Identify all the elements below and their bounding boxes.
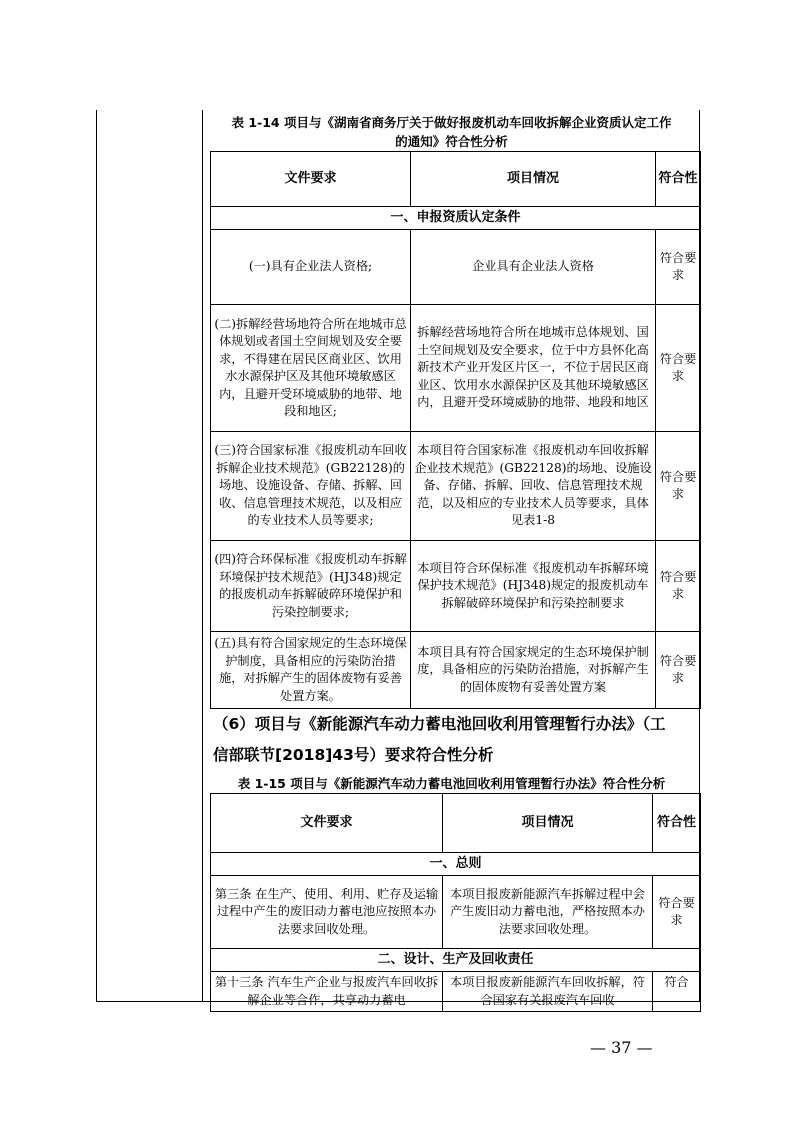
row-conform: 符合要求	[656, 230, 701, 305]
table-row	[211, 632, 701, 709]
table14-header	[211, 152, 701, 207]
row-req: (一)具有企业法人资格;	[211, 230, 411, 305]
header-req: 文件要求	[211, 152, 411, 207]
row-req: (四)符合环保标准《报废机动车拆解环境保护技术规范》(HJ348)规定的报废机动车拆解破碎环境保护和污染控制要求;	[211, 541, 411, 632]
row-req: 第十三条 汽车生产企业与报废汽车回收拆解企业等合作，共享动力蓄电	[211, 972, 443, 1012]
table14	[210, 151, 701, 709]
row-situation: 本项目符合国家标准《报废机动车回收拆解企业技术规范》(GB22128)的场地、设施设备、存储、拆解、回收、信息管理技术规范，以及相应的专业技术人员等要求，具体见表1-8	[411, 432, 656, 541]
page-number: — 37 —	[590, 1038, 653, 1057]
table-row	[211, 432, 701, 541]
table-row	[211, 876, 701, 949]
row-situation: 企业具有企业法人资格	[411, 230, 656, 305]
row-conform: 符合要求	[656, 432, 701, 541]
header-conform: 符合性	[653, 794, 701, 853]
header-situation: 项目情况	[411, 152, 656, 207]
main-content	[203, 110, 700, 1012]
table15-section2: 二、设计、生产及回收责任	[211, 949, 701, 972]
table15-section1: 一、总则	[211, 853, 701, 876]
row-conform: 符合要求	[656, 541, 701, 632]
row-situation: 本项目报废新能源汽车拆解过程中会产生废旧动力蓄电池，严格按照本办法要求回收处理。	[443, 876, 653, 949]
table-row	[211, 541, 701, 632]
table14-caption	[203, 110, 700, 151]
row-req: (三)符合国家标准《报废机动车回收拆解企业技术规范》(GB22128)的场地、设施设备、存储、拆解、回收、信息管理技术规范，以及相应的专业技术人员等要求;	[211, 432, 411, 541]
heading6-line2: 信部联节[2018]43号）要求符合性分析	[213, 746, 494, 764]
table15-caption: 表 1-15 项目与《新能源汽车动力蓄电池回收利用管理暂行办法》符合性分析	[237, 776, 666, 791]
header-req: 文件要求	[211, 794, 443, 853]
row-situation: 本项目符合环保标准《报废机动车拆解环境保护技术规范》(HJ348)规定的报废机动车拆解破碎环境保护和污染控制要求	[411, 541, 656, 632]
row-situation: 本项目具有符合国家规定的生态环境保护制度，具备相应的污染防治措施，对拆解产生的固体废物有妥善处置方案	[411, 632, 656, 709]
table14-section1: 一、申报资质认定条件	[211, 207, 701, 230]
row-conform: 符合	[653, 972, 701, 1012]
table15-header	[211, 794, 701, 853]
row-req: (二)拆解经营场地符合所在地城市总体规划或者国土空间规划及安全要求，不得建在居民区商业区、饮用水水源保护区及其他环境敏感区内，且避开受环境威胁的地带、地段和地区;	[211, 305, 411, 432]
table14-caption-line1: 表 1-14 项目与《湖南省商务厅关于做好报废机动车回收拆解企业资质认定工作	[231, 115, 672, 130]
row-situation: 本项目报废新能源汽车回收拆解，符合国家有关报废汽车回收	[443, 972, 653, 1012]
table15	[210, 793, 701, 1012]
row-conform: 符合要求	[653, 876, 701, 949]
table14-caption-line2: 的通知》符合性分析	[395, 134, 508, 149]
section-heading-6	[203, 709, 700, 771]
table-row	[211, 230, 701, 305]
header-conform: 符合性	[656, 152, 701, 207]
left-column	[96, 110, 203, 1002]
heading6-line1: （6）项目与《新能源汽车动力蓄电池回收利用管理暂行办法》（工	[213, 715, 666, 733]
table-row	[211, 305, 701, 432]
row-req: 第三条 在生产、使用、利用、贮存及运输过程中产生的废旧动力蓄电池应按照本办法要求回收处理。	[211, 876, 443, 949]
header-situation: 项目情况	[443, 794, 653, 853]
row-situation: 拆解经营场地符合所在地城市总体规划、国土空间规划及安全要求，位于中方县怀化高新技术产业开发区片区一，不位于居民区商业区、饮用水水源保护区及其他环境敏感区内，且避开受环境威胁的地带、地段和地区	[411, 305, 656, 432]
table-row	[211, 972, 701, 1012]
row-conform: 符合要求	[656, 305, 701, 432]
row-req: (五)具有符合国家规定的生态环境保护制度，具备相应的污染防治措施，对拆解产生的固体废物有妥善处置方案。	[211, 632, 411, 709]
row-conform: 符合要求	[656, 632, 701, 709]
